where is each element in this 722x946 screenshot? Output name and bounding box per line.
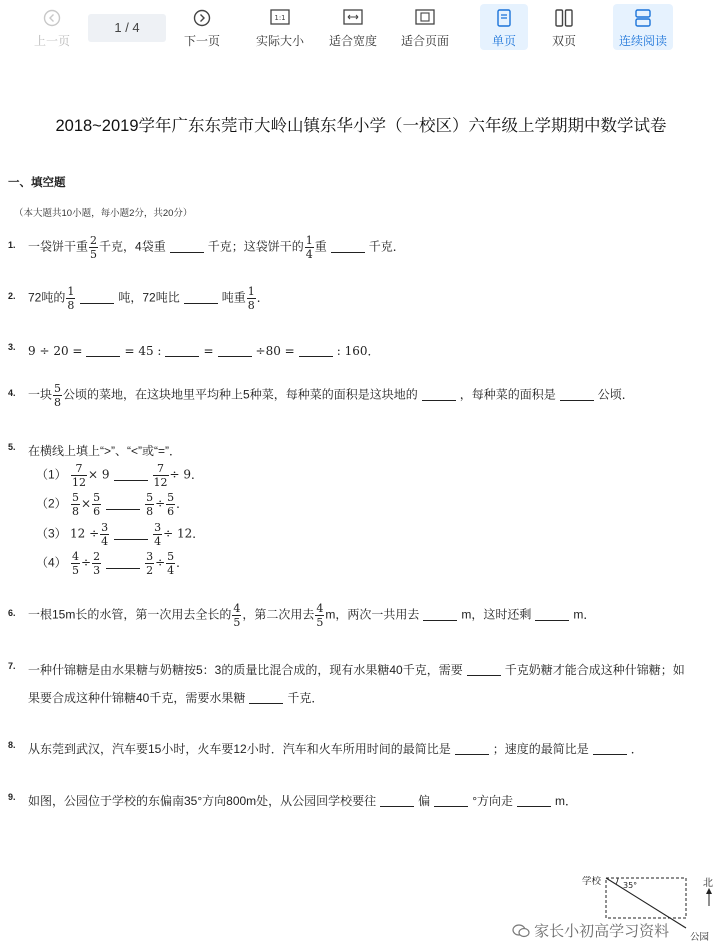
fraction: $\frac{1}{8}$ xyxy=(67,285,75,312)
q5-sub-4: （4） $\frac{4}{5}$ ÷ $\frac{2}{3}$ $\frac{3}{2}$ ÷ $\frac{5}{4}$ ． xyxy=(36,550,189,577)
chevron-left-icon xyxy=(43,9,61,27)
chevron-right-icon xyxy=(193,9,211,27)
q3-text-d: ÷80 = xyxy=(255,344,295,358)
answer-blank xyxy=(184,303,218,304)
answer-blank xyxy=(249,703,283,704)
single-page-icon xyxy=(496,9,512,27)
answer-blank xyxy=(593,754,627,755)
continuous-read-button[interactable] xyxy=(613,4,673,50)
fit-page-label: 适合页面 xyxy=(400,34,449,48)
question-5 xyxy=(8,442,181,459)
q1-text-b: 千克，4袋重 xyxy=(99,239,166,254)
q4-text-c: ，每种菜的面积是 xyxy=(459,387,556,402)
answer-blank xyxy=(86,356,120,357)
answer-blank xyxy=(517,806,551,807)
section-heading: 一、填空题 xyxy=(8,177,66,189)
q3-text-e: : 160． xyxy=(336,344,380,358)
q2-text-d: ． xyxy=(256,290,269,305)
q5-text: 在横线上填上“>”、“<”或“=”． xyxy=(28,444,182,458)
q2-text-a: 72吨的 xyxy=(28,290,66,305)
q2-text-b: 吨，72吨比 xyxy=(118,290,180,305)
q5-sub-2: （2） $\frac{5}{8}$ × $\frac{5}{6}$ $\frac{5}{8}$ ÷ $\frac{5}{6}$ ． xyxy=(36,491,189,518)
q1-text-a: 一袋饼干重 xyxy=(28,239,89,254)
actual-size-icon xyxy=(270,9,290,25)
double-page-button[interactable] xyxy=(540,4,588,50)
question-number: 1. xyxy=(8,240,16,250)
q2-text-c: 吨重 xyxy=(221,290,246,305)
question-number: 9. xyxy=(8,792,16,802)
document-page xyxy=(0,56,722,943)
fraction: $\frac{2}{5}$ xyxy=(90,234,98,261)
q5-sub-3: （3） 12 ÷ $\frac{3}{4}$ $\frac{3}{4}$ ÷ 12． xyxy=(36,521,205,548)
question-6: 6. 一根15m长的水管，第一次用去全长的 $\frac{4}{5}$ ，第二次用去 $\frac{4}{5}$ m，两次一共用去 m，这时还剩 m． xyxy=(8,602,596,629)
answer-blank xyxy=(423,620,457,621)
q1-text-d: 重 xyxy=(314,239,327,254)
answer-blank xyxy=(170,252,204,253)
sub-label: （1） xyxy=(36,467,67,482)
question-number: 4. xyxy=(8,388,16,398)
answer-blank xyxy=(422,400,456,401)
question-number: 6. xyxy=(8,608,16,618)
prev-page-label: 上一页 xyxy=(33,34,70,48)
angle-label: 35° xyxy=(623,881,638,890)
section-note: （本大题共10小题，每小题2分，共20分） xyxy=(14,208,193,219)
answer-blank xyxy=(218,356,252,357)
question-number: 2. xyxy=(8,291,16,301)
q3-text-b: = 45 : xyxy=(124,344,162,358)
q1-text-e: 千克． xyxy=(368,239,405,254)
q4-text-b: 公顷的菜地，在这块地里平均种上5种菜，每种菜的面积是这块地的 xyxy=(63,387,418,402)
sub-label: （4） xyxy=(36,555,67,570)
question-3 xyxy=(8,342,380,359)
question-number: 5. xyxy=(8,442,16,452)
answer-blank xyxy=(114,480,148,481)
answer-blank xyxy=(434,806,468,807)
question-number: 3. xyxy=(8,342,16,352)
double-page-label: 双页 xyxy=(551,34,576,48)
page-title: 2018~2019学年广东东莞市大岭山镇东华小学（一校区）六年级上学期期中数学试卷 xyxy=(55,117,667,135)
single-page-label: 单页 xyxy=(491,34,516,48)
fit-width-label: 适合宽度 xyxy=(328,34,377,48)
double-page-icon xyxy=(554,9,574,27)
question-2 xyxy=(8,285,269,312)
sub-label: （3） xyxy=(36,526,67,541)
sub-label: （2） xyxy=(36,496,67,511)
answer-blank xyxy=(535,620,569,621)
next-page-label: 下一页 xyxy=(183,34,220,48)
answer-blank xyxy=(165,356,199,357)
q3-text-a: 9 ÷ 20 = xyxy=(28,344,83,358)
continuous-read-icon xyxy=(634,9,652,27)
fit-width-button[interactable] xyxy=(323,4,383,50)
watermark xyxy=(512,920,669,941)
fit-page-icon xyxy=(415,9,435,25)
park-label: 公园 xyxy=(690,932,710,943)
current-page: 1 xyxy=(114,20,122,35)
question-7: 7. 一种什锦糖是由水果糖与奶糖按5：3的质量比混合成的，现有水果糖40千克，需要 千克奶糖才能合成这种什锦糖；如 xyxy=(8,661,685,677)
prev-page-button[interactable] xyxy=(22,4,82,50)
fraction: $\frac{5}{8}$ xyxy=(54,382,62,409)
continuous-read-label: 连续阅读 xyxy=(618,34,667,48)
question-8: 8. 从东莞到武汉，汽车要15小时，火车要12小时．汽车和火车所用时间的最简比是 ；速度的最简比是 ． xyxy=(8,740,643,756)
next-page-button[interactable] xyxy=(172,4,232,50)
question-number: 7. xyxy=(8,661,16,671)
fraction: $\frac{1}{4}$ xyxy=(305,234,313,261)
answer-blank xyxy=(106,509,140,510)
answer-blank xyxy=(299,356,333,357)
fit-width-icon xyxy=(343,9,363,25)
page-number-input[interactable]: 1 / 4 xyxy=(88,14,166,42)
q1-text-c: 千克；这袋饼干的 xyxy=(207,239,304,254)
question-1 xyxy=(8,234,405,261)
fit-page-button[interactable] xyxy=(395,4,455,50)
q4-text-a: 一块 xyxy=(28,387,53,402)
q5-sub-1: （1） $\frac{7}{12}$ × 9 $\frac{7}{12}$ ÷ 9． xyxy=(36,462,204,489)
answer-blank xyxy=(80,303,114,304)
north-label: 北 xyxy=(703,878,713,889)
q4-text-d: 公顷． xyxy=(597,387,634,402)
answer-blank xyxy=(560,400,594,401)
single-page-button[interactable] xyxy=(480,4,528,50)
fraction: $\frac{1}{8}$ xyxy=(247,285,255,312)
answer-blank xyxy=(106,568,140,569)
q3-text-c: = xyxy=(203,344,214,358)
viewer-toolbar xyxy=(0,0,722,56)
answer-blank xyxy=(467,675,501,676)
question-number: 8. xyxy=(8,740,16,750)
question-7-line-2: 果要合成这种什锦糖40千克，需要水果糖 千克． xyxy=(28,691,324,705)
svg-text:1:1: 1:1 xyxy=(274,14,286,22)
school-label: 学校 xyxy=(582,876,602,887)
actual-size-button[interactable] xyxy=(250,4,310,50)
diagram-box xyxy=(606,878,686,918)
watermark-text: 家长小初高学习资料 xyxy=(534,923,670,940)
wechat-icon xyxy=(512,924,530,938)
answer-blank xyxy=(331,252,365,253)
answer-blank xyxy=(380,806,414,807)
answer-blank xyxy=(114,539,148,540)
question-4 xyxy=(8,382,634,409)
total-pages: 4 xyxy=(132,20,140,35)
question-9: 9. 如图，公园位于学校的东偏南35°方向800m处，从公园回学校要往 偏 °方向走 m． xyxy=(8,792,577,808)
actual-size-label: 实际大小 xyxy=(255,34,304,48)
answer-blank xyxy=(455,754,489,755)
